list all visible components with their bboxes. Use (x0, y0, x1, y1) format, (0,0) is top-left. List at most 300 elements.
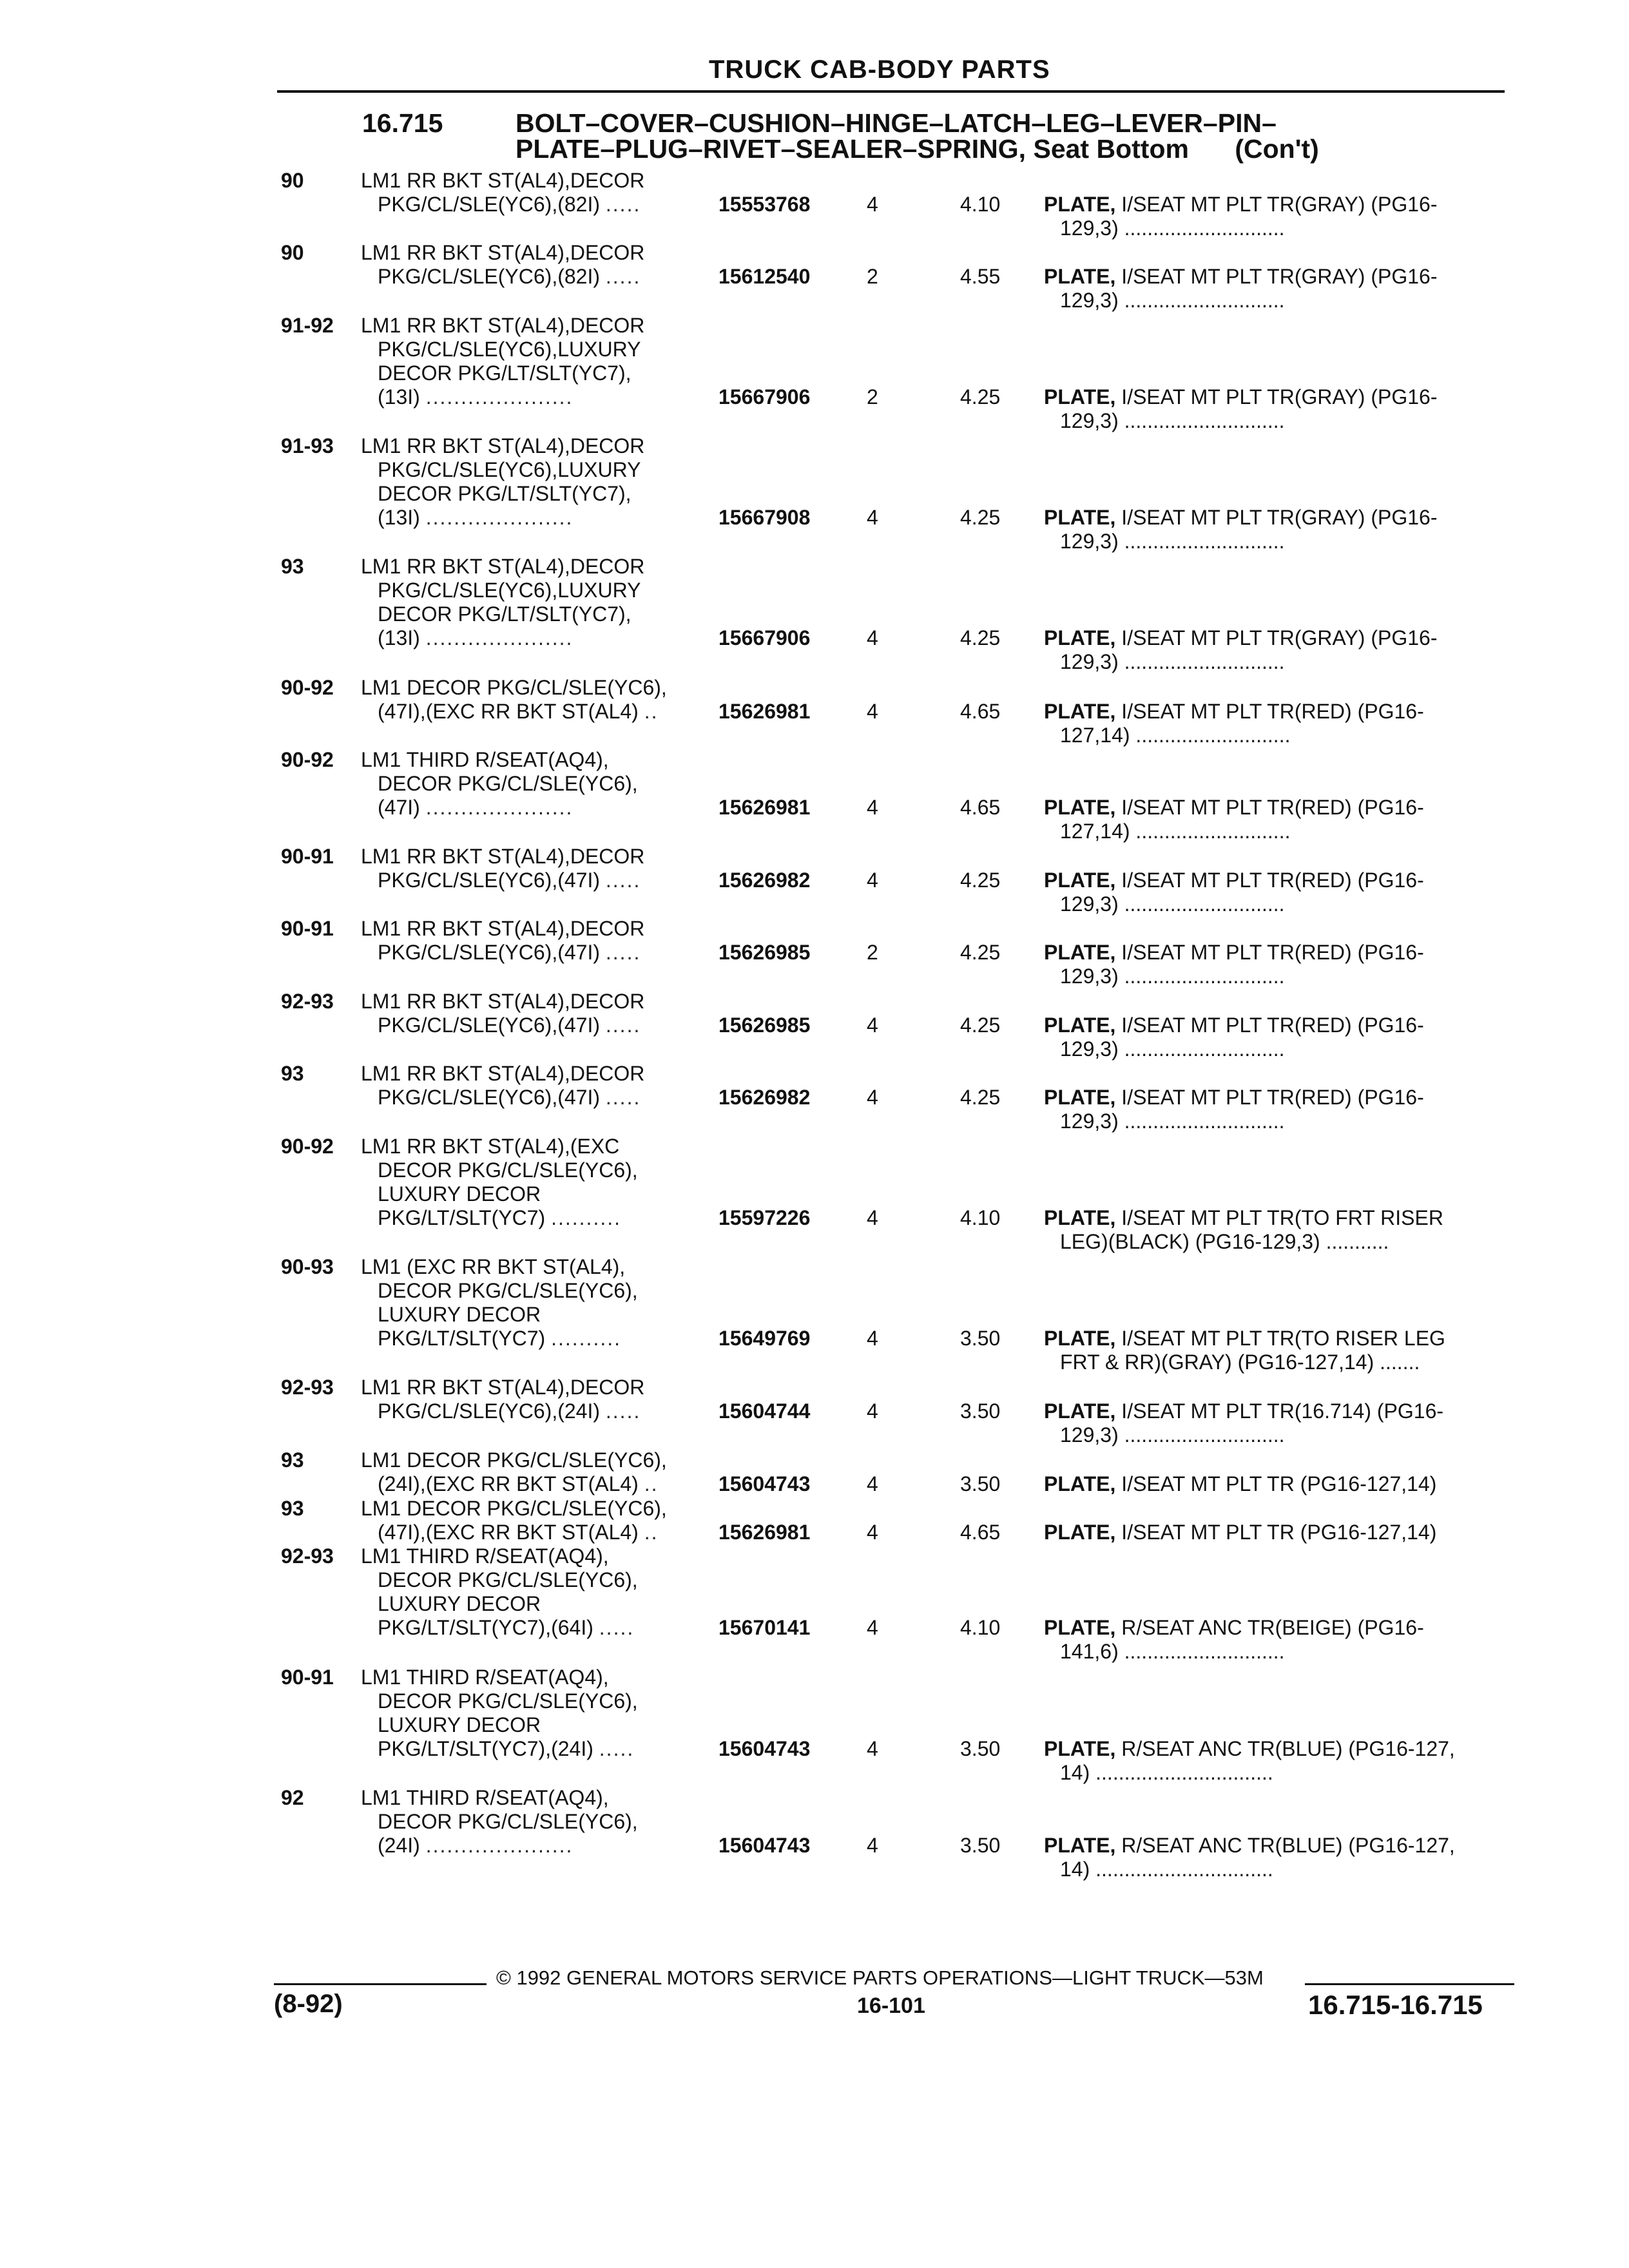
leader-dots: .......... (551, 1206, 621, 1229)
usage-text: DECOR PKG/LT/SLT(YC7), (378, 361, 631, 385)
usage-description (361, 1786, 609, 1810)
usage-text: PKG/CL/SLE(YC6),LUXURY (378, 579, 641, 602)
part-description (1044, 700, 1424, 724)
entry-line (0, 650, 1629, 674)
price: 3.50 (960, 1472, 1001, 1495)
usage-text: LM1 DECOR PKG/CL/SLE(YC6), (361, 1497, 667, 1520)
entry-line (0, 409, 1629, 433)
entry-line (0, 216, 1629, 240)
part-detail-continued: 14) ............................... (1060, 1761, 1273, 1784)
price: 4.25 (960, 1086, 1001, 1109)
usage-description (378, 602, 631, 626)
part-number: 15604744 (718, 1399, 811, 1423)
model-years: 91-92 (281, 314, 334, 337)
parts-entry (0, 1448, 1629, 1496)
parts-entry (0, 314, 1629, 433)
usage-text: DECOR PKG/CL/SLE(YC6), (378, 1158, 638, 1182)
parts-entry (0, 676, 1629, 747)
usage-text: LUXURY DECOR (378, 1592, 541, 1615)
usage-text: (47I),(EXC RR BKT ST(AL4) (378, 1521, 639, 1544)
leader-dots: ..................... (425, 385, 574, 408)
entry-line (0, 482, 1629, 506)
part-name: PLATE, (1044, 1521, 1116, 1544)
part-detail-continued: 127,14) ........................... (1060, 724, 1291, 747)
usage-description (361, 917, 644, 941)
quantity: 4 (867, 796, 878, 819)
usage-text: (47I),(EXC RR BKT ST(AL4) (378, 700, 639, 723)
usage-text: DECOR PKG/LT/SLT(YC7), (378, 602, 631, 626)
entry-line (0, 314, 1629, 338)
entry-line (0, 1834, 1629, 1858)
model-years: 90 (281, 241, 304, 264)
part-description (1044, 265, 1437, 289)
model-years: 90-91 (281, 917, 334, 940)
leader-dots: ..................... (425, 506, 574, 529)
model-years: 93 (281, 1497, 304, 1520)
entry-line (0, 965, 1629, 988)
entry-line (0, 1666, 1629, 1689)
footer-rule-left (274, 1983, 487, 1985)
entry-line (0, 1014, 1629, 1037)
usage-description (361, 1544, 609, 1568)
part-description (1044, 1521, 1436, 1544)
usage-description (361, 1376, 644, 1399)
leader-dots: ..... (605, 1399, 641, 1423)
usage-description (378, 1810, 638, 1834)
part-description (1044, 1399, 1443, 1423)
entry-line (0, 1737, 1629, 1761)
usage-text: LM1 RR BKT ST(AL4),DECOR (361, 1062, 645, 1085)
part-name: PLATE, (1044, 1206, 1116, 1229)
part-number: 15604743 (718, 1737, 811, 1760)
part-detail-continued: 129,3) ............................ (1060, 409, 1285, 432)
part-name: PLATE, (1044, 1616, 1116, 1639)
part-number: 15626982 (718, 1086, 811, 1109)
part-detail-continued: 129,3) ............................ (1060, 530, 1285, 553)
usage-description (378, 1521, 659, 1544)
quantity: 4 (867, 1086, 878, 1109)
usage-description (361, 241, 644, 265)
part-description (1044, 1834, 1455, 1858)
usage-description (378, 193, 641, 216)
price: 4.65 (960, 796, 1001, 819)
usage-text: PKG/LT/SLT(YC7) (378, 1327, 546, 1350)
usage-text: LM1 RR BKT ST(AL4),DECOR (361, 555, 645, 578)
leader-dots: ..................... (425, 626, 574, 649)
quantity: 4 (867, 1327, 878, 1350)
part-detail-continued: 129,3) ............................ (1060, 289, 1285, 312)
part-detail: I/SEAT MT PLT TR (PG16-127,14) (1121, 1472, 1437, 1495)
entry-line (0, 748, 1629, 772)
model-years: 90-93 (281, 1255, 334, 1278)
leader-dots: .. (644, 1521, 659, 1544)
usage-text: PKG/CL/SLE(YC6),(47I) (378, 869, 600, 892)
usage-description (378, 506, 573, 530)
leader-dots: ..... (605, 1014, 641, 1037)
usage-text: LM1 RR BKT ST(AL4),DECOR (361, 314, 645, 337)
part-detail: R/SEAT ANC TR(BLUE) (PG16-127, (1121, 1834, 1455, 1857)
usage-description (378, 1279, 638, 1303)
usage-text: LM1 THIRD R/SEAT(AQ4), (361, 748, 609, 771)
usage-text: PKG/LT/SLT(YC7),(24I) (378, 1737, 593, 1760)
part-detail: I/SEAT MT PLT TR(GRAY) (PG16- (1121, 626, 1438, 649)
part-detail: I/SEAT MT PLT TR(GRAY) (PG16- (1121, 193, 1438, 216)
usage-description (378, 941, 641, 965)
part-detail: I/SEAT MT PLT TR (PG16-127,14) (1121, 1521, 1437, 1544)
parts-entry (0, 1497, 1629, 1544)
usage-description (361, 1448, 667, 1472)
running-title: TRUCK CAB-BODY PARTS (709, 55, 1050, 84)
section-number: 16.715 (362, 108, 443, 138)
part-name: PLATE, (1044, 1086, 1116, 1109)
entry-line (0, 193, 1629, 216)
leader-dots: ..... (605, 1086, 641, 1109)
section-title-suffix: Seat Bottom (1033, 134, 1189, 164)
usage-description (361, 1255, 625, 1279)
usage-text: DECOR PKG/CL/SLE(YC6), (378, 1279, 638, 1302)
section-title-line2 (516, 134, 1319, 164)
part-number: 15667906 (718, 385, 811, 408)
part-description (1044, 1616, 1424, 1640)
entry-line (0, 385, 1629, 409)
part-detail-continued: 141,6) ............................ (1060, 1640, 1285, 1663)
usage-text: LM1 THIRD R/SEAT(AQ4), (361, 1544, 609, 1568)
leader-dots: ..... (599, 1616, 635, 1639)
part-name: PLATE, (1044, 796, 1116, 819)
usage-description (361, 434, 644, 458)
part-number: 15626981 (718, 1521, 811, 1544)
usage-text: PKG/CL/SLE(YC6),LUXURY (378, 458, 641, 481)
part-description (1044, 796, 1424, 820)
entry-line (0, 1399, 1629, 1423)
part-number: 15626981 (718, 796, 811, 819)
usage-text: LM1 (EXC RR BKT ST(AL4), (361, 1255, 626, 1278)
usage-description (361, 555, 644, 579)
usage-text: LM1 RR BKT ST(AL4),DECOR (361, 917, 645, 940)
price: 4.25 (960, 385, 1001, 408)
part-detail-continued: 129,3) ............................ (1060, 1110, 1285, 1133)
footer-section-range: 16.715-16.715 (1308, 1990, 1483, 2020)
part-detail: I/SEAT MT PLT TR(RED) (PG16- (1121, 700, 1424, 723)
footer-rule-right (1305, 1983, 1514, 1985)
price: 4.25 (960, 626, 1001, 649)
part-detail: I/SEAT MT PLT TR(RED) (PG16- (1121, 796, 1424, 819)
usage-description (378, 1327, 621, 1350)
entry-line (0, 434, 1629, 458)
usage-description (361, 1062, 644, 1086)
usage-description (378, 1206, 621, 1230)
entry-line (0, 1279, 1629, 1303)
part-detail: I/SEAT MT PLT TR(16.714) (PG16- (1121, 1399, 1444, 1423)
part-detail-continued: 129,3) ............................ (1060, 1037, 1285, 1061)
usage-description (378, 1303, 541, 1327)
entry-line (0, 1448, 1629, 1472)
usage-text: LUXURY DECOR (378, 1713, 541, 1736)
copyright-text: © 1992 GENERAL MOTORS SERVICE PARTS OPERATIONS—LIGHT TRUCK—53M (496, 1966, 1264, 1989)
usage-description (378, 1086, 641, 1110)
quantity: 4 (867, 700, 878, 723)
entry-line (0, 289, 1629, 312)
entry-line (0, 1135, 1629, 1158)
part-name: PLATE, (1044, 1014, 1116, 1037)
parts-entry (0, 555, 1629, 674)
quantity: 4 (867, 869, 878, 892)
part-number: 15649769 (718, 1327, 811, 1350)
entry-line (0, 458, 1629, 482)
quantity: 4 (867, 1521, 878, 1544)
entry-line (0, 724, 1629, 747)
usage-description (361, 314, 644, 338)
quantity: 4 (867, 506, 878, 529)
part-name: PLATE, (1044, 506, 1116, 529)
entry-line (0, 1255, 1629, 1279)
parts-entry (0, 169, 1629, 240)
entry-line (0, 1521, 1629, 1544)
model-years: 92-93 (281, 1376, 334, 1399)
price: 4.10 (960, 193, 1001, 216)
price: 4.65 (960, 1521, 1001, 1544)
part-description (1044, 869, 1424, 892)
leader-dots: ..... (605, 265, 641, 288)
part-description (1044, 385, 1437, 409)
quantity: 4 (867, 1206, 878, 1229)
entry-line (0, 1206, 1629, 1230)
usage-description (378, 796, 573, 820)
entry-line (0, 241, 1629, 265)
part-detail: I/SEAT MT PLT TR(TO RISER LEG (1121, 1327, 1445, 1350)
quantity: 4 (867, 1616, 878, 1639)
entry-line (0, 1616, 1629, 1640)
model-years: 91-93 (281, 434, 334, 457)
model-years: 92-93 (281, 990, 334, 1013)
usage-description (378, 1399, 641, 1423)
entry-line (0, 1303, 1629, 1327)
price: 4.25 (960, 941, 1001, 964)
usage-description (378, 1713, 541, 1737)
entry-line (0, 1086, 1629, 1110)
part-name: PLATE, (1044, 626, 1116, 649)
parts-entry (0, 241, 1629, 312)
model-years: 90-92 (281, 1135, 334, 1158)
quantity: 4 (867, 1399, 878, 1423)
part-detail: I/SEAT MT PLT TR(RED) (PG16- (1121, 941, 1424, 964)
part-name: PLATE, (1044, 193, 1116, 216)
usage-text: DECOR PKG/CL/SLE(YC6), (378, 772, 638, 795)
quantity: 4 (867, 193, 878, 216)
usage-description (378, 338, 641, 361)
parts-entry (0, 845, 1629, 916)
part-number: 15626981 (718, 700, 811, 723)
part-number: 15626985 (718, 1014, 811, 1037)
part-number: 15667906 (718, 626, 811, 649)
entry-line (0, 1689, 1629, 1713)
part-detail-continued: 14) ............................... (1060, 1858, 1273, 1881)
part-detail: I/SEAT MT PLT TR(RED) (PG16- (1121, 869, 1424, 892)
parts-entry (0, 1544, 1629, 1664)
entry-line (0, 820, 1629, 843)
entry-line (0, 676, 1629, 700)
usage-text: (13I) (378, 626, 420, 649)
leader-dots: ..... (605, 193, 641, 216)
usage-description (378, 700, 659, 724)
usage-text: LM1 RR BKT ST(AL4),DECOR (361, 169, 645, 192)
usage-text: PKG/CL/SLE(YC6),(47I) (378, 941, 600, 964)
leader-dots: .......... (551, 1327, 621, 1350)
parts-entry (0, 748, 1629, 843)
entry-line (0, 1423, 1629, 1447)
entry-line (0, 265, 1629, 289)
entry-line (0, 1810, 1629, 1834)
entry-line (0, 845, 1629, 869)
model-years: 92 (281, 1786, 304, 1809)
price: 3.50 (960, 1327, 1001, 1350)
part-name: PLATE, (1044, 869, 1116, 892)
part-name: PLATE, (1044, 1834, 1116, 1857)
usage-description (361, 169, 644, 193)
leader-dots: .. (644, 700, 659, 723)
usage-text: LM1 RR BKT ST(AL4),DECOR (361, 1376, 645, 1399)
model-years: 90-92 (281, 748, 334, 771)
part-detail-continued: 129,3) ............................ (1060, 650, 1285, 673)
entry-line (0, 869, 1629, 892)
usage-description (378, 626, 573, 650)
entry-line (0, 1858, 1629, 1881)
price: 3.50 (960, 1834, 1001, 1857)
part-number: 15612540 (718, 265, 811, 288)
usage-text: (47I) (378, 796, 420, 819)
usage-description (378, 1689, 638, 1713)
header-rule (277, 90, 1505, 93)
part-number: 15604743 (718, 1472, 811, 1495)
part-detail: I/SEAT MT PLT TR(GRAY) (PG16- (1121, 506, 1438, 529)
part-number: 15626982 (718, 869, 811, 892)
part-detail-continued: 129,3) ............................ (1060, 216, 1285, 240)
part-number: 15604743 (718, 1834, 811, 1857)
entry-line (0, 338, 1629, 361)
continued-label: (Con't) (1235, 134, 1319, 164)
model-years: 93 (281, 1062, 304, 1085)
part-description (1044, 506, 1437, 530)
usage-description (361, 845, 644, 869)
part-name: PLATE, (1044, 385, 1116, 408)
part-detail: R/SEAT ANC TR(BLUE) (PG16-127, (1121, 1737, 1455, 1760)
part-description (1044, 626, 1437, 650)
part-description (1044, 1327, 1445, 1350)
usage-text: LM1 RR BKT ST(AL4),DECOR (361, 990, 645, 1013)
leader-dots: ..................... (425, 796, 574, 819)
usage-text: PKG/CL/SLE(YC6),(47I) (378, 1014, 600, 1037)
entry-line (0, 602, 1629, 626)
part-name: PLATE, (1044, 265, 1116, 288)
entry-line (0, 772, 1629, 796)
entry-line (0, 1568, 1629, 1592)
usage-text: (24I) (378, 1834, 420, 1857)
usage-description (361, 1497, 667, 1521)
part-number: 15626985 (718, 941, 811, 964)
usage-description (378, 265, 641, 289)
usage-description (378, 1616, 634, 1640)
entry-line (0, 169, 1629, 193)
quantity: 2 (867, 941, 878, 964)
part-detail: I/SEAT MT PLT TR(GRAY) (PG16- (1121, 385, 1438, 408)
section-title-line1: BOLT–COVER–CUSHION–HINGE–LATCH–LEG–LEVER–PIN– (516, 108, 1277, 138)
part-name: PLATE, (1044, 1737, 1116, 1760)
parts-entry (0, 1376, 1629, 1447)
part-name: PLATE, (1044, 1399, 1116, 1423)
price: 4.25 (960, 1014, 1001, 1037)
entry-line (0, 361, 1629, 385)
part-name: PLATE, (1044, 1327, 1116, 1350)
part-description (1044, 193, 1437, 216)
usage-text: (13I) (378, 506, 420, 529)
usage-text: DECOR PKG/CL/SLE(YC6), (378, 1810, 638, 1833)
parts-entry (0, 917, 1629, 988)
leader-dots: .. (644, 1472, 659, 1495)
entry-line (0, 579, 1629, 602)
usage-text: LM1 RR BKT ST(AL4),DECOR (361, 241, 645, 264)
usage-description (378, 1568, 638, 1592)
quantity: 4 (867, 1014, 878, 1037)
leader-dots: ..................... (425, 1834, 574, 1857)
usage-description (378, 869, 641, 892)
entry-line (0, 990, 1629, 1014)
usage-text: PKG/CL/SLE(YC6),(47I) (378, 1086, 600, 1109)
usage-description (378, 1158, 638, 1182)
entry-line (0, 555, 1629, 579)
entry-line (0, 1592, 1629, 1616)
usage-text: LM1 DECOR PKG/CL/SLE(YC6), (361, 1448, 667, 1472)
part-description (1044, 1086, 1424, 1110)
usage-description (378, 458, 641, 482)
entry-line (0, 941, 1629, 965)
usage-text: PKG/CL/SLE(YC6),(82I) (378, 193, 600, 216)
parts-entry (0, 434, 1629, 553)
entry-line (0, 1062, 1629, 1086)
usage-description (361, 990, 644, 1014)
entry-line (0, 1182, 1629, 1206)
quantity: 4 (867, 626, 878, 649)
entry-line (0, 1158, 1629, 1182)
part-detail-continued: 129,3) ............................ (1060, 892, 1285, 916)
usage-text: PKG/CL/SLE(YC6),(24I) (378, 1399, 600, 1423)
part-number: 15597226 (718, 1206, 811, 1229)
entry-line (0, 700, 1629, 724)
part-detail: I/SEAT MT PLT TR(RED) (PG16- (1121, 1086, 1424, 1109)
entry-line (0, 530, 1629, 553)
model-years: 90 (281, 169, 304, 192)
entry-line (0, 1327, 1629, 1350)
usage-text: DECOR PKG/CL/SLE(YC6), (378, 1689, 638, 1713)
part-name: PLATE, (1044, 700, 1116, 723)
parts-entry (0, 1255, 1629, 1374)
usage-text: PKG/LT/SLT(YC7) (378, 1206, 546, 1229)
usage-text: (24I),(EXC RR BKT ST(AL4) (378, 1472, 639, 1495)
part-detail: R/SEAT ANC TR(BEIGE) (PG16- (1121, 1616, 1424, 1639)
usage-text: LM1 DECOR PKG/CL/SLE(YC6), (361, 676, 667, 699)
part-detail-continued: LEG)(BLACK) (PG16-129,3) ........... (1060, 1230, 1389, 1253)
footer-date: (8-92) (274, 1990, 343, 2018)
usage-description (378, 1472, 659, 1496)
usage-description (378, 482, 631, 506)
usage-text: LUXURY DECOR (378, 1182, 541, 1206)
part-detail-continued: 129,3) ............................ (1060, 965, 1285, 988)
entry-line (0, 506, 1629, 530)
part-number: 15670141 (718, 1616, 811, 1639)
entry-line (0, 1110, 1629, 1133)
entry-line (0, 1350, 1629, 1374)
usage-text: (13I) (378, 385, 420, 408)
parts-entry (0, 1786, 1629, 1881)
